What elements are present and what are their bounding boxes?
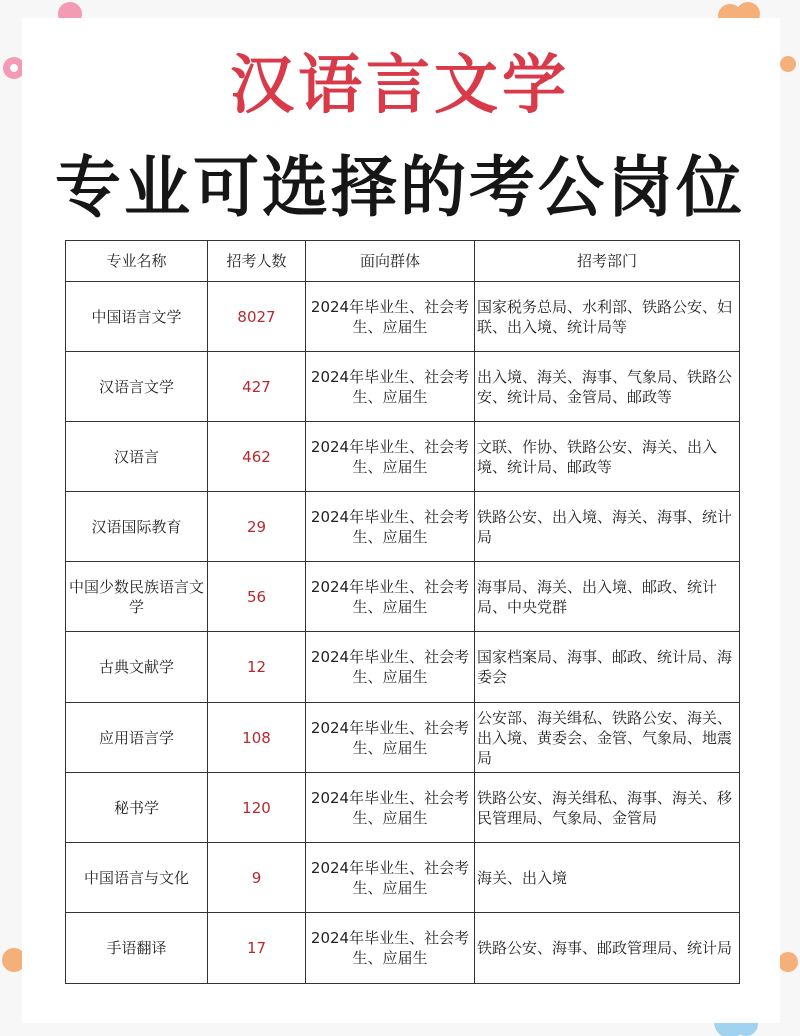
cell-count: 12 [208,632,306,703]
header-group: 面向群体 [306,241,475,282]
cell-major: 汉语言 [66,422,208,492]
title-subtitle: 专业可选择的考公岗位 [55,149,745,226]
cell-major: 古典文献学 [66,632,208,703]
cell-major: 中国少数民族语言文学 [66,562,208,632]
cell-count: 29 [208,492,306,562]
table-header-row [66,241,740,282]
cell-major: 中国语言文学 [66,282,208,352]
cell-group: 2024年毕业生、社会考生、应届生 [306,703,475,773]
cell-major: 应用语言学 [66,703,208,773]
header-count: 招考人数 [208,241,306,282]
table-row [66,492,740,562]
cell-dept: 国家档案局、海事、邮政、统计局、海委会 [475,632,740,703]
cell-count: 17 [208,913,306,984]
table-row [66,282,740,352]
cell-count: 108 [208,703,306,773]
cell-dept: 海事局、海关、出入境、邮政、统计局、中央党群 [475,562,740,632]
cell-group: 2024年毕业生、社会考生、应届生 [306,352,475,422]
cell-major: 秘书学 [66,773,208,843]
cell-major: 手语翻译 [66,913,208,984]
table-row [66,773,740,843]
cell-dept: 铁路公安、出入境、海关、海事、统计局 [475,492,740,562]
table-row [66,562,740,632]
table-row [66,843,740,913]
cell-count: 56 [208,562,306,632]
header-major: 专业名称 [66,241,208,282]
cell-count: 8027 [208,282,306,352]
cell-group: 2024年毕业生、社会考生、应届生 [306,632,475,703]
table-row [66,352,740,422]
cell-major: 中国语言与文化 [66,843,208,913]
cell-dept: 文联、作协、铁路公安、海关、出入境、统计局、邮政等 [475,422,740,492]
header-dept: 招考部门 [475,241,740,282]
table-row [66,632,740,703]
table-body [66,282,740,984]
cell-count: 120 [208,773,306,843]
cell-count: 462 [208,422,306,492]
cell-major: 汉语国际教育 [66,492,208,562]
cell-dept: 国家税务总局、水利部、铁路公安、妇联、出入境、统计局等 [475,282,740,352]
cell-group: 2024年毕业生、社会考生、应届生 [306,562,475,632]
title-major: 汉语言文学 [230,49,570,123]
cell-dept: 出入境、海关、海事、气象局、铁路公安、统计局、金管局、邮政等 [475,352,740,422]
cell-dept: 公安部、海关缉私、铁路公安、海关、出入境、黄委会、金管、气象局、地震局 [475,703,740,773]
cell-group: 2024年毕业生、社会考生、应届生 [306,913,475,984]
cell-count: 427 [208,352,306,422]
cell-group: 2024年毕业生、社会考生、应届生 [306,773,475,843]
table-row [66,703,740,773]
table-row [66,913,740,984]
cell-group: 2024年毕业生、社会考生、应届生 [306,492,475,562]
cell-group: 2024年毕业生、社会考生、应届生 [306,843,475,913]
cell-dept: 铁路公安、海关缉私、海事、海关、移民管理局、气象局、金管局 [475,773,740,843]
cell-dept: 海关、出入境 [475,843,740,913]
jobs-table [65,240,740,984]
cell-dept: 铁路公安、海事、邮政管理局、统计局 [475,913,740,984]
cell-group: 2024年毕业生、社会考生、应届生 [306,282,475,352]
cell-major: 汉语言文学 [66,352,208,422]
table-row [66,422,740,492]
cell-group: 2024年毕业生、社会考生、应届生 [306,422,475,492]
cell-count: 9 [208,843,306,913]
